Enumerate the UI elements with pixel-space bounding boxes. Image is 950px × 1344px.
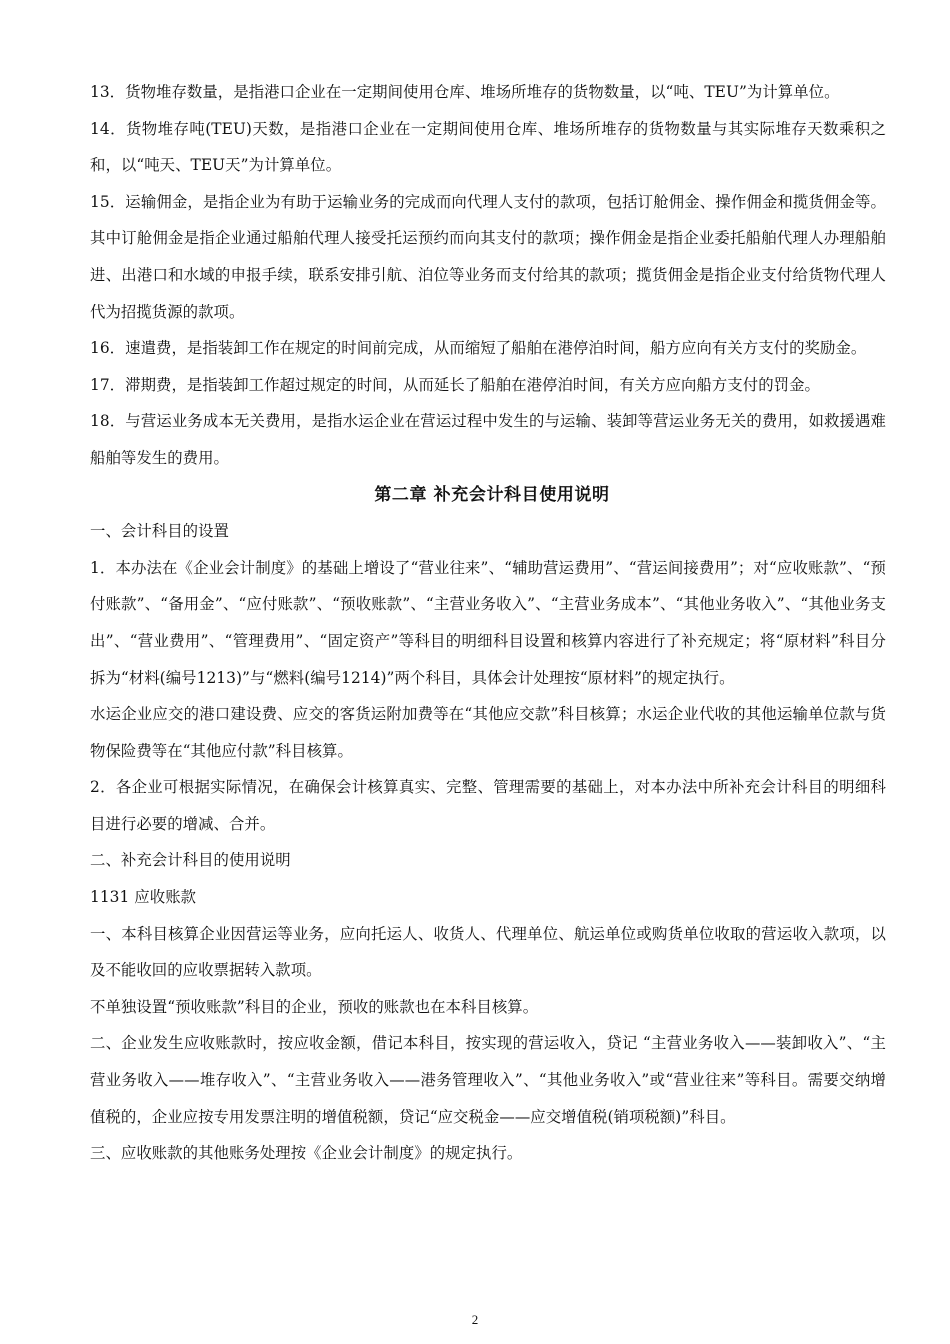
paragraph-item-17: 17．滞期费，是指装卸工作超过规定的时间，从而延长了船舶在港停泊时间，有关方应向船方支付的罚金。	[90, 375, 820, 394]
section-heading-usage-notes: 二、补充会计科目的使用说明	[90, 851, 291, 870]
page-number: 2	[471, 1312, 479, 1327]
document-body	[90, 74, 886, 1172]
paragraph-item-16: 16．速遣费，是指装卸工作在规定的时间前完成，从而缩短了船舶在港停泊时间，船方应向有关方支付的奖励金。	[90, 339, 867, 358]
paragraph-item-13: 13．货物堆存数量，是指港口企业在一定期间使用仓库、堆场所堆存的货物数量，以“吨、TEU”为计算单位。	[90, 83, 840, 101]
paragraph-setup-item-2: 2．各企业可根据实际情况，在确保会计核算真实、完整、管理需要的基础上，对本办法中所补充会计科目的明细科目进行必要的增减、合并。	[90, 778, 886, 833]
paragraph-item-18: 18．与营运业务成本无关费用，是指水运企业在营运过程中发生的与运输、装卸等营运业务无关的费用，如救援遇难船舶等发生的费用。	[90, 412, 886, 467]
account-heading-1131: 1131 应收账款	[90, 888, 197, 907]
section-heading-account-setup: 一、会计科目的设置	[90, 522, 229, 541]
paragraph-1131-item-3: 三、应收账款的其他账务处理按《企业会计制度》的规定执行。	[90, 1144, 523, 1163]
paragraph-1131-item-1: 一、本科目核算企业因营运等业务，应向托运人、收货人、代理单位、航运单位或购货单位收取的营运收入款项，以及不能收回的应收票据转入款项。	[90, 924, 886, 980]
paragraph-item-14: 14．货物堆存吨(TEU)天数，是指港口企业在一定期间使用仓库、堆场所堆存的货物数量与其实际堆存天数乘积之和，以“吨天、TEU天”为计算单位。	[90, 119, 886, 175]
paragraph-setup-note: 水运企业应交的港口建设费、应交的客货运附加费等在“其他应交款”科目核算；水运企业代收的其他运输单位款与货物保险费等在“其他应付款”科目核算。	[90, 705, 886, 760]
paragraph-1131-item-2: 二、企业发生应收账款时，按应收金额，借记本科目，按实现的营运收入，贷记 “主营业务收入——装卸收入”、“主营业务收入——堆存收入”、“主营业务收入——港务管理收入”、“其他业务收入”或“营业往来”等科目。需要交纳增值税的，企业应按专用发票注明的增值税额，贷记“应交税金——应交增值税(销项税额)”科目。	[90, 1034, 886, 1126]
paragraph-item-15: 15．运输佣金，是指企业为有助于运输业务的完成而向代理人支付的款项，包括订舱佣金、操作佣金和揽货佣金等。其中订舱佣金是指企业通过船舶代理人接受托运预约而向其支付的款项；操作佣金是指企业委托船舶代理人办理船舶进、出港口和水域的申报手续，联系安排引航、泊位等业务而支付给其的款项；揽货佣金是指企业支付给货物代理人代为招揽货源的款项。	[90, 192, 886, 321]
chapter-title: 第二章 补充会计科目使用说明	[374, 484, 610, 505]
paragraph-1131-note: 不单独设置“预收账款”科目的企业，预收的账款也在本科目核算。	[90, 997, 539, 1016]
paragraph-setup-item-1: 1．本办法在《企业会计制度》的基础上增设了“营业往来”、“辅助营运费用”、“营运间接费用”；对“应收账款”、“预付账款”、“备用金”、“应付账款”、“预收账款”、“主营业务收入”、“主营业务成本”、“其他业务收入”、“其他业务支出”、“营业费用”、“管理费用”、“固定资产”等科目的明细科目设置和核算内容进行了补充规定；将“原材料”科目分拆为“材料(编号1213)”与“燃料(编号1214)”两个科目，具体会计处理按“原材料”的规定执行。	[90, 558, 886, 687]
